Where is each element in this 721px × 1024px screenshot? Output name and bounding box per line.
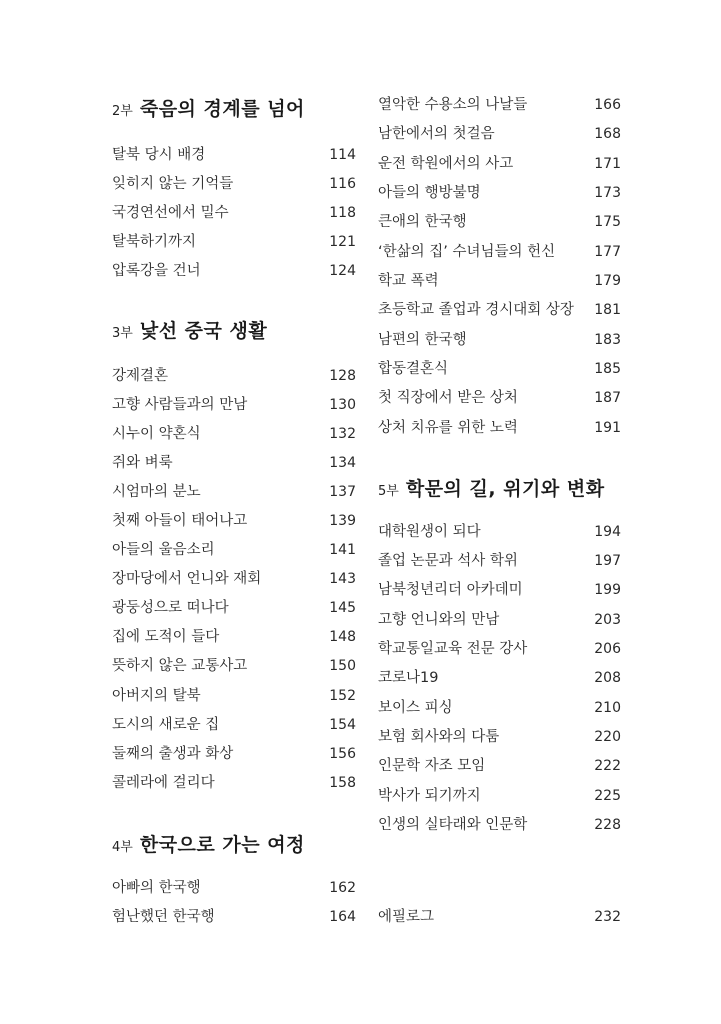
toc-entry[interactable]	[112, 511, 356, 531]
toc-entry[interactable]	[112, 656, 356, 676]
part-heading	[112, 830, 356, 857]
entry-page: 175	[594, 214, 621, 230]
entry-title: 박사가 되기까지	[378, 788, 481, 804]
entry-page: 225	[594, 788, 621, 804]
entry-page: 206	[594, 641, 621, 657]
entry-page: 185	[594, 361, 621, 377]
part-number: 2부	[112, 104, 133, 119]
entry-title: 졸업 논문과 석사 학위	[378, 553, 518, 569]
toc-entry[interactable]	[112, 261, 356, 281]
toc-entry[interactable]	[112, 232, 356, 252]
entry-title: 쥐와 벼룩	[112, 455, 173, 471]
part-number: 5부	[378, 484, 399, 499]
entry-page: 124	[329, 263, 356, 279]
entry-page: 139	[329, 513, 356, 529]
entry-title: 강제결혼	[112, 368, 169, 384]
entry-title: 광둥성으로 떠나다	[112, 600, 229, 616]
entry-page: 203	[594, 612, 621, 628]
entry-title: 학교통일교육 전문 강사	[378, 641, 528, 657]
entry-title: 남북청년리더 아카데미	[378, 582, 523, 598]
toc-entry[interactable]	[112, 744, 356, 764]
toc-entry[interactable]	[378, 418, 621, 438]
entry-page: 222	[594, 758, 621, 774]
entry-page: 150	[329, 658, 356, 674]
toc-entry[interactable]	[378, 359, 621, 379]
part-heading	[112, 94, 356, 121]
toc-entry[interactable]	[112, 424, 356, 444]
entry-page: 154	[329, 717, 356, 733]
entry-title: 첫째 아들이 태어나고	[112, 513, 248, 529]
toc-entry[interactable]	[378, 522, 621, 542]
toc-entry[interactable]	[112, 773, 356, 793]
entry-title: 코로나19	[378, 670, 439, 686]
entry-title: 첫 직장에서 받은 상처	[378, 390, 518, 406]
entry-page: 158	[329, 775, 356, 791]
entry-page: 208	[594, 670, 621, 686]
entry-page: 179	[594, 273, 621, 289]
toc-entry[interactable]	[378, 271, 621, 291]
entry-title: 둘째의 출생과 화상	[112, 746, 234, 762]
part-title: 낯선 중국 생활	[139, 320, 268, 342]
entry-page: 197	[594, 553, 621, 569]
toc-entry[interactable]	[378, 551, 621, 571]
toc-entry[interactable]	[378, 124, 621, 144]
toc-entry[interactable]	[378, 668, 621, 688]
toc-entry[interactable]	[112, 878, 356, 898]
entry-title: 탈북 당시 배경	[112, 147, 206, 163]
toc-entry[interactable]	[112, 395, 356, 415]
toc-entry[interactable]	[112, 203, 356, 223]
toc-entry-epilogue[interactable]	[378, 907, 621, 927]
toc-entry[interactable]	[378, 727, 621, 747]
entry-page: 128	[329, 368, 356, 384]
toc-entry[interactable]	[378, 95, 621, 115]
entry-title: 보이스 피싱	[378, 700, 453, 716]
entry-page: 152	[329, 688, 356, 704]
part-title: 학문의 길, 위기와 변화	[405, 478, 605, 500]
entry-page: 156	[329, 746, 356, 762]
entry-title: 남편의 한국행	[378, 332, 467, 348]
entry-title: 인문학 자조 모임	[378, 758, 486, 774]
entry-title: 학교 폭력	[378, 273, 439, 289]
toc-entry[interactable]	[112, 145, 356, 165]
part-number: 4부	[112, 840, 133, 855]
entry-title: 콜레라에 걸리다	[112, 775, 215, 791]
toc-entry[interactable]	[112, 907, 356, 927]
entry-page: 173	[594, 185, 621, 201]
entry-page: 183	[594, 332, 621, 348]
toc-entry[interactable]	[378, 610, 621, 630]
toc-entry[interactable]	[378, 698, 621, 718]
entry-title: 상처 치유를 위한 노력	[378, 420, 518, 436]
epilogue-title: 에필로그	[378, 909, 435, 925]
entry-page: 194	[594, 524, 621, 540]
entry-page: 181	[594, 302, 621, 318]
entry-title: 아버지의 탈북	[112, 688, 201, 704]
toc-entry[interactable]	[112, 686, 356, 706]
entry-page: 130	[329, 397, 356, 413]
entry-title: 국경연선에서 밀수	[112, 205, 229, 221]
entry-title: 장마당에서 언니와 재회	[112, 571, 262, 587]
epilogue-page: 232	[594, 909, 621, 925]
toc-entry[interactable]	[378, 300, 621, 320]
toc-entry[interactable]	[112, 482, 356, 502]
toc-entry[interactable]	[112, 569, 356, 589]
entry-title: 남한에서의 첫걸음	[378, 126, 495, 142]
toc-entry[interactable]	[112, 598, 356, 618]
entry-title: 합동결혼식	[378, 361, 449, 377]
entry-title: 보험 회사와의 다툼	[378, 729, 500, 745]
entry-page: 121	[329, 234, 356, 250]
toc-entry[interactable]	[378, 815, 621, 835]
entry-title: 탈북하기까지	[112, 234, 197, 250]
toc-entry[interactable]	[378, 388, 621, 408]
entry-page: 141	[329, 542, 356, 558]
entry-title: 열악한 수용소의 나날들	[378, 97, 528, 113]
entry-title: 아들의 행방불명	[378, 185, 481, 201]
entry-title: 큰애의 한국행	[378, 214, 467, 230]
entry-title: 압록강을 건너	[112, 263, 201, 279]
entry-title: 시누이 약혼식	[112, 426, 201, 442]
entry-title: 아빠의 한국행	[112, 880, 201, 896]
entry-page: 191	[594, 420, 621, 436]
entry-page: 118	[329, 205, 356, 221]
entry-page: 199	[594, 582, 621, 598]
toc-entry[interactable]	[112, 453, 356, 473]
toc-entry[interactable]	[112, 715, 356, 735]
entry-page: 168	[594, 126, 621, 142]
entry-title: 아들의 울음소리	[112, 542, 215, 558]
toc-entry[interactable]	[378, 183, 621, 203]
entry-title: 도시의 새로운 집	[112, 717, 220, 733]
entry-page: 148	[329, 629, 356, 645]
entry-page: 143	[329, 571, 356, 587]
entry-page: 228	[594, 817, 621, 833]
toc-entry[interactable]	[378, 639, 621, 659]
entry-page: 145	[329, 600, 356, 616]
entry-page: 210	[594, 700, 621, 716]
toc-entry[interactable]	[112, 540, 356, 560]
toc-entry[interactable]	[378, 212, 621, 232]
entry-title: 집에 도적이 들다	[112, 629, 220, 645]
entry-title: 고향 언니와의 만남	[378, 612, 500, 628]
part-title: 죽음의 경계를 넘어	[139, 98, 305, 120]
toc-entry[interactable]	[112, 366, 356, 386]
part-heading	[112, 316, 356, 343]
entry-page: 164	[329, 909, 356, 925]
entry-title: 시엄마의 분노	[112, 484, 201, 500]
entry-page: 134	[329, 455, 356, 471]
entry-page: 137	[329, 484, 356, 500]
toc-entry[interactable]	[378, 242, 621, 262]
entry-title: 뜻하지 않은 교통사고	[112, 658, 248, 674]
toc-entry[interactable]	[112, 174, 356, 194]
entry-page: 116	[329, 176, 356, 192]
entry-page: 187	[594, 390, 621, 406]
entry-page: 162	[329, 880, 356, 896]
entry-title: 잊히지 않는 기억들	[112, 176, 234, 192]
toc-entry[interactable]	[378, 756, 621, 776]
entry-page: 166	[594, 97, 621, 113]
entry-title: 운전 학원에서의 사고	[378, 156, 514, 172]
entry-title: 인생의 실타래와 인문학	[378, 817, 528, 833]
entry-page: 177	[594, 244, 621, 260]
toc-entry[interactable]	[378, 330, 621, 350]
entry-title: ‘한삶의 집’ 수녀님들의 헌신	[378, 244, 556, 260]
part-number: 3부	[112, 326, 133, 341]
toc-entry[interactable]	[378, 154, 621, 174]
entry-page: 132	[329, 426, 356, 442]
entry-page: 220	[594, 729, 621, 745]
part-title: 한국으로 가는 여정	[139, 834, 305, 856]
part-heading	[378, 474, 621, 501]
toc-entry[interactable]	[112, 627, 356, 647]
entry-title: 대학원생이 되다	[378, 524, 481, 540]
toc-entry[interactable]	[378, 580, 621, 600]
entry-title: 험난했던 한국행	[112, 909, 215, 925]
entry-page: 114	[329, 147, 356, 163]
entry-title: 초등학교 졸업과 경시대회 상장	[378, 302, 574, 318]
entry-title: 고향 사람들과의 만남	[112, 397, 248, 413]
entry-page: 171	[594, 156, 621, 172]
toc-entry[interactable]	[378, 786, 621, 806]
